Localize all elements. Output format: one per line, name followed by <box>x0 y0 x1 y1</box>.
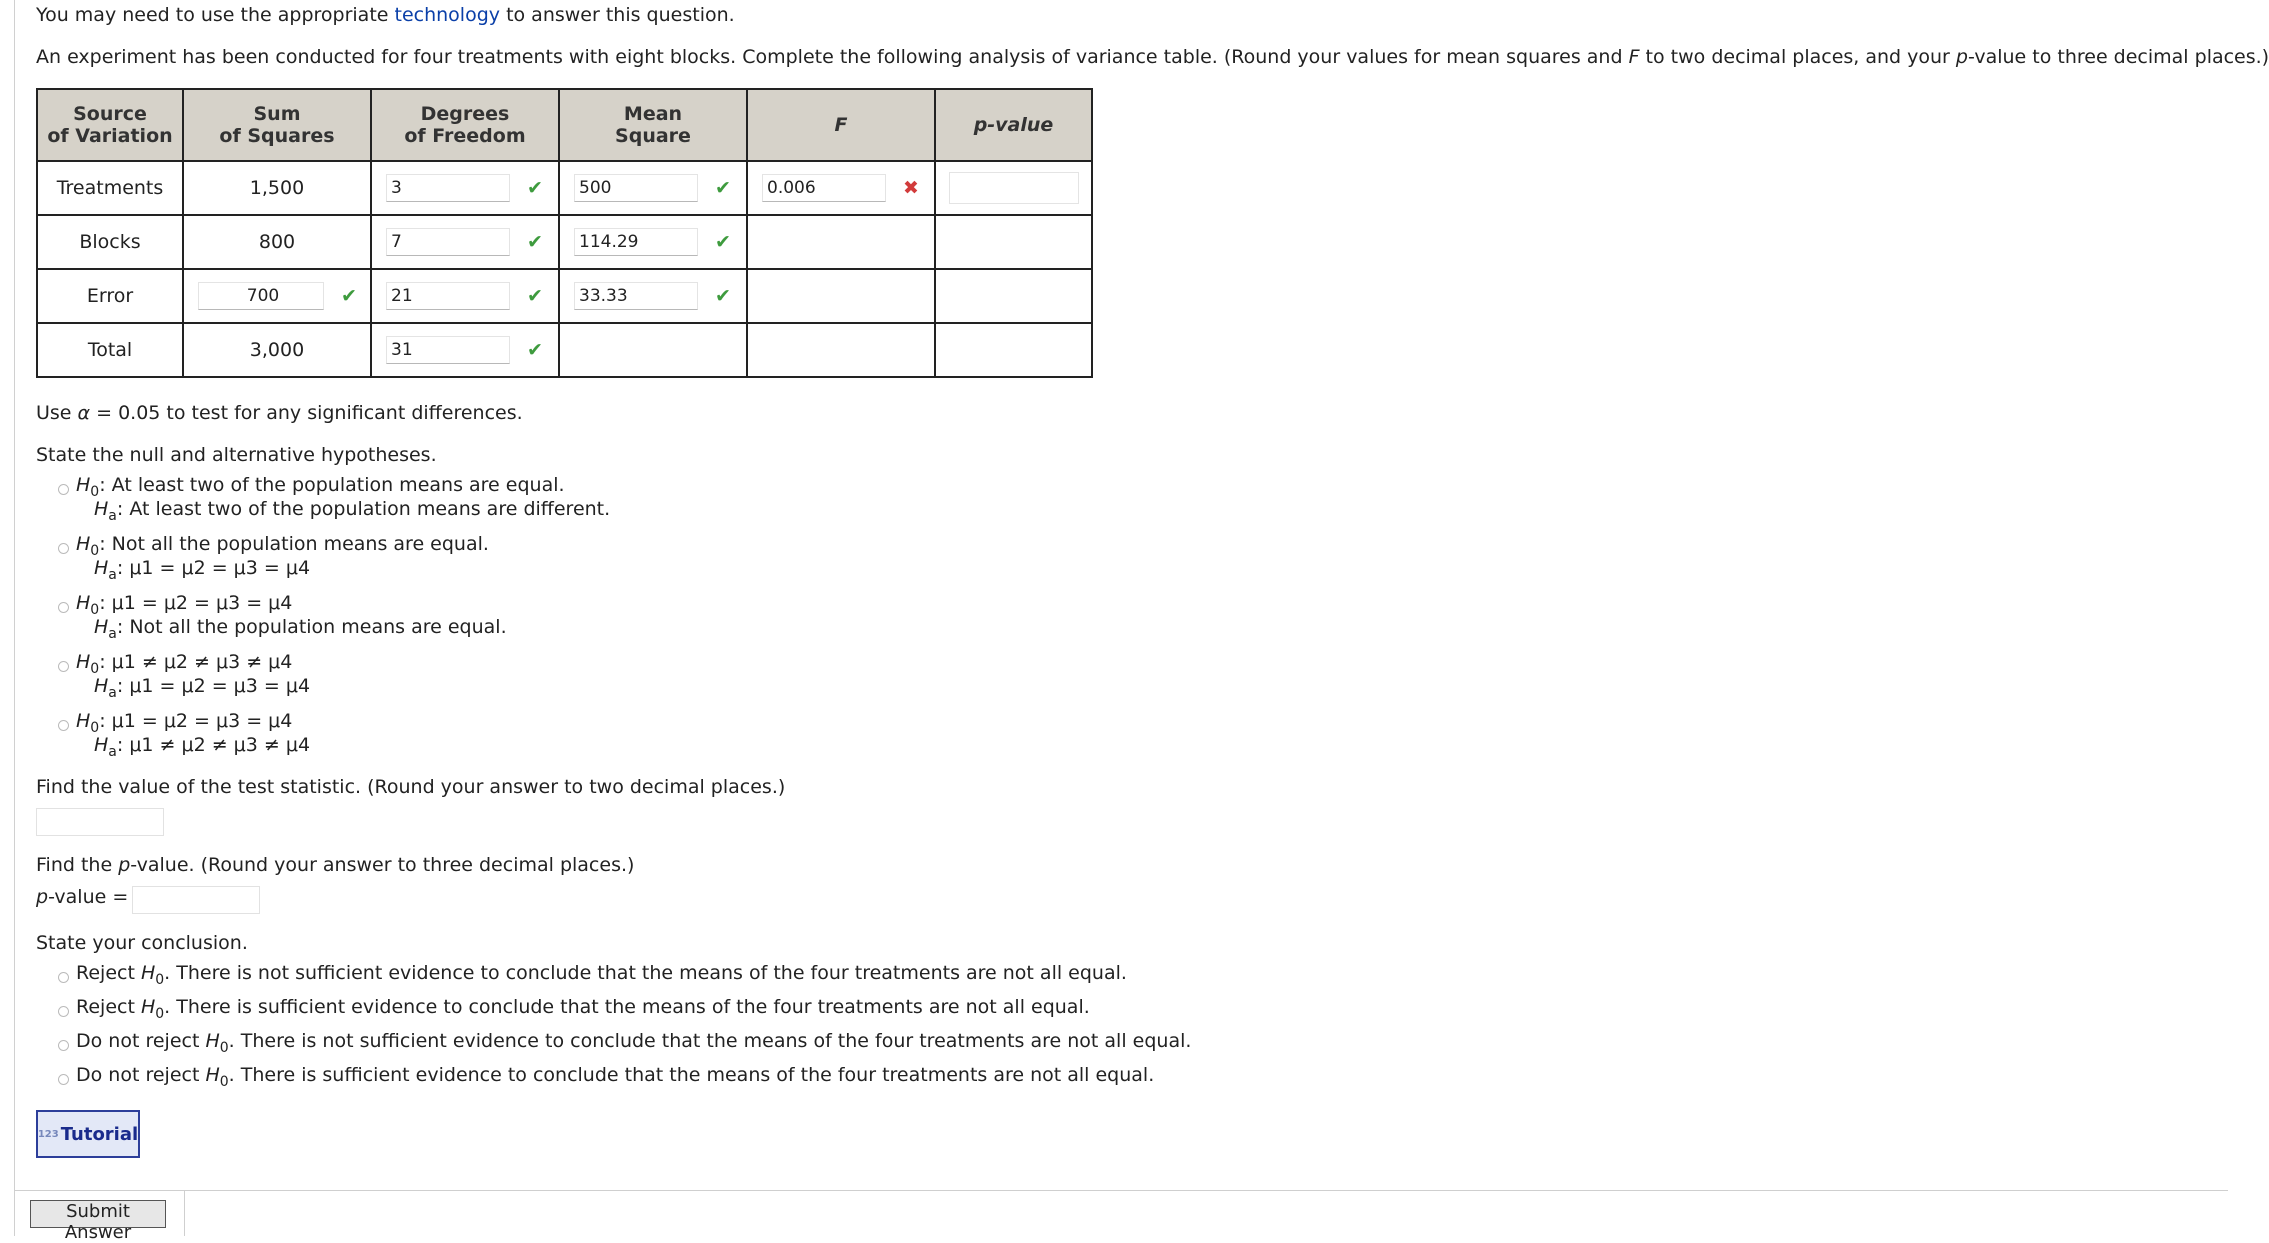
header-source: Source of Variation <box>37 89 183 161</box>
option-ha: $H_a$: Not all the population means are equal. <box>94 616 507 642</box>
test-statistic-input[interactable] <box>36 808 164 836</box>
radio-button[interactable] <box>58 543 69 554</box>
correct-check-icon: ✔ <box>715 231 731 253</box>
option-ha: $H_a$: μ1 = μ2 = μ3 = μ4 <box>94 557 311 583</box>
footer-divider <box>14 1190 2228 1191</box>
df-total-input[interactable]: 31 <box>386 336 510 364</box>
cell-empty <box>747 269 935 323</box>
cell-empty <box>747 215 935 269</box>
header-p-value: p-value <box>935 89 1092 161</box>
cell-ss: 800 <box>183 215 371 269</box>
anova-table <box>36 88 1093 378</box>
correct-check-icon: ✔ <box>527 231 543 253</box>
option-h0: $H_0$: At least two of the population means are equal. <box>76 474 565 500</box>
radio-button[interactable] <box>58 1074 69 1085</box>
cell-source: Treatments <box>37 161 183 215</box>
table-row-error <box>37 269 1092 323</box>
radio-button[interactable] <box>58 1040 69 1051</box>
left-border-line <box>14 0 15 1236</box>
df-treatments-input[interactable]: 3 <box>386 174 510 202</box>
header-degrees-of-freedom: Degrees of Freedom <box>371 89 559 161</box>
table-header-row <box>37 89 1092 161</box>
correct-check-icon: ✔ <box>715 285 731 307</box>
cell-empty <box>935 215 1092 269</box>
cell-empty <box>559 323 747 377</box>
option-ha: $H_a$: μ1 = μ2 = μ3 = μ4 <box>94 675 311 701</box>
option-ha: $H_a$: At least two of the population means are different. <box>94 498 611 524</box>
submit-answer-button[interactable]: Submit Answer <box>30 1200 166 1228</box>
p-value-treatments-input[interactable] <box>949 172 1079 204</box>
radio-button[interactable] <box>58 602 69 613</box>
option-h0: $H_0$: Not all the population means are equal. <box>76 533 489 559</box>
p-value-label: p-value = <box>36 886 129 908</box>
option-ha: $H_a$: μ1 ≠ μ2 ≠ μ3 ≠ μ4 <box>94 734 311 760</box>
option-h0: $H_0$: μ1 = μ2 = μ3 = μ4 <box>76 592 293 618</box>
option-text: Reject $H_0$. There is sufficient evidence to conclude that the means of the four treatments are not all equal. <box>76 996 1090 1022</box>
problem-statement: An experiment has been conducted for four treatments with eight blocks. Complete the following analysis of variance table. (Round your values for mean squares and F to two decimal places, and your p-value to three decimal places.) <box>36 46 2269 68</box>
cell-ss: 1,500 <box>183 161 371 215</box>
cell-source: Total <box>37 323 183 377</box>
test-statistic-prompt: Find the value of the test statistic. (Round your answer to two decimal places.) <box>36 776 786 798</box>
cell-ss: 3,000 <box>183 323 371 377</box>
header-mean-square: Mean Square <box>559 89 747 161</box>
correct-check-icon: ✔ <box>341 285 357 307</box>
df-blocks-input[interactable]: 7 <box>386 228 510 256</box>
header-sum-of-squares: Sum of Squares <box>183 89 371 161</box>
correct-check-icon: ✔ <box>527 177 543 199</box>
correct-check-icon: ✔ <box>527 339 543 361</box>
tutorial-label: Tutorial <box>60 1123 139 1145</box>
cell-empty <box>747 323 935 377</box>
technology-link[interactable]: technology <box>394 4 501 26</box>
header-f: F <box>747 89 935 161</box>
tutorial-button[interactable] <box>36 1110 140 1158</box>
table-row-treatments <box>37 161 1092 215</box>
table-row-total <box>37 323 1092 377</box>
correct-check-icon: ✔ <box>527 285 543 307</box>
ms-blocks-input[interactable]: 114.29 <box>574 228 698 256</box>
cell-empty <box>935 269 1092 323</box>
option-h0: $H_0$: μ1 ≠ μ2 ≠ μ3 ≠ μ4 <box>76 651 293 677</box>
radio-button[interactable] <box>58 1006 69 1017</box>
intro-line: You may need to use the appropriate technology to answer this question. <box>36 4 735 26</box>
radio-button[interactable] <box>58 484 69 495</box>
cell-source: Blocks <box>37 215 183 269</box>
radio-button[interactable] <box>58 661 69 672</box>
option-h0: $H_0$: μ1 = μ2 = μ3 = μ4 <box>76 710 293 736</box>
ss-error-input[interactable]: 700 <box>198 282 324 310</box>
option-text: Reject $H_0$. There is not sufficient evidence to conclude that the means of the four treatments are not all equal. <box>76 962 1127 988</box>
radio-button[interactable] <box>58 720 69 731</box>
table-row-blocks <box>37 215 1092 269</box>
ms-error-input[interactable]: 33.33 <box>574 282 698 310</box>
f-treatments-input[interactable]: 0.006 <box>762 174 886 202</box>
cell-empty <box>935 323 1092 377</box>
option-text: Do not reject $H_0$. There is not sufficient evidence to conclude that the means of the four treatments are not all equal. <box>76 1030 1192 1056</box>
alpha-statement: Use α = 0.05 to test for any significant differences. <box>36 402 523 424</box>
cell-source: Error <box>37 269 183 323</box>
p-value-input[interactable] <box>132 886 260 914</box>
radio-button[interactable] <box>58 972 69 983</box>
ms-treatments-input[interactable]: 500 <box>574 174 698 202</box>
correct-check-icon: ✔ <box>715 177 731 199</box>
option-text: Do not reject $H_0$. There is sufficient evidence to conclude that the means of the four treatments are not all equal. <box>76 1064 1155 1090</box>
p-value-prompt: Find the p-value. (Round your answer to three decimal places.) <box>36 854 635 876</box>
conclusion-prompt: State your conclusion. <box>36 932 248 954</box>
footer-vertical-divider <box>184 1190 185 1236</box>
tutorial-icon: 123 <box>37 1128 59 1140</box>
incorrect-x-icon: ✖ <box>903 177 919 199</box>
hypotheses-prompt: State the null and alternative hypotheses. <box>36 444 437 466</box>
df-error-input[interactable]: 21 <box>386 282 510 310</box>
